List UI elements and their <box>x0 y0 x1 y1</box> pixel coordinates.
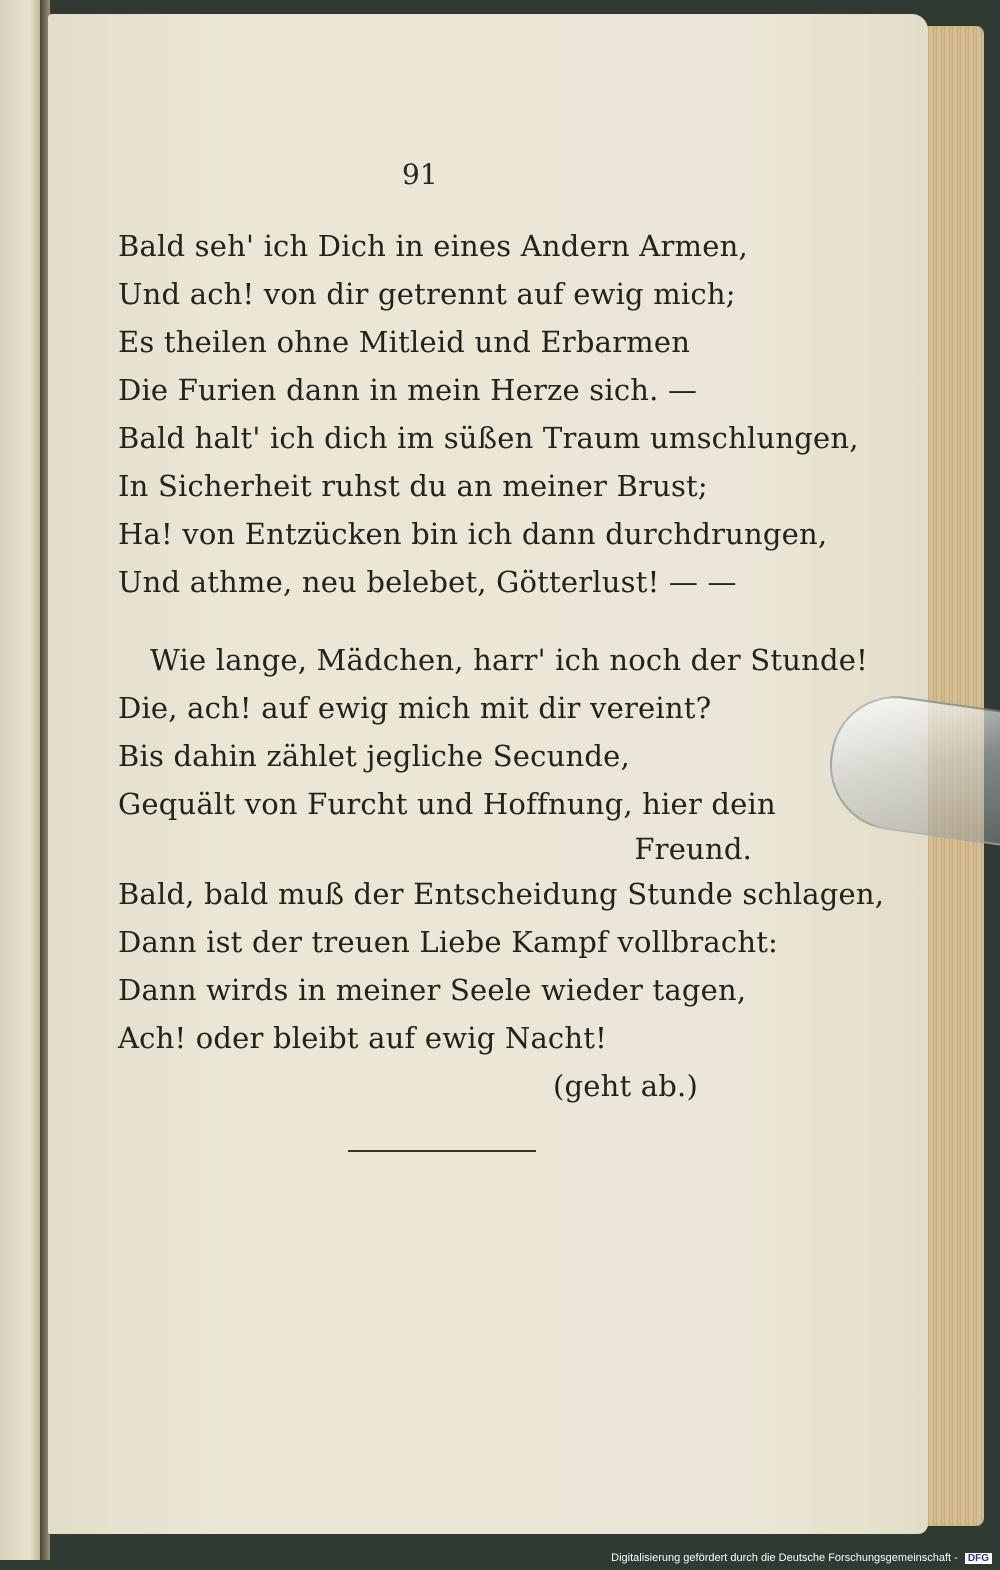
poem-line: Bald, bald muß der Entscheidung Stunde schlagen, <box>118 877 885 911</box>
section-rule <box>348 1150 536 1152</box>
credit-text: Digitalisierung gefördert durch die Deutsche Forschungsgemeinschaft - <box>611 1552 958 1564</box>
stanza-break <box>118 606 768 636</box>
poem-line: Und athme, neu belebet, Götterlust! — — <box>118 565 737 599</box>
poem-line: Wie lange, Mädchen, harr' ich noch der Stunde! <box>150 643 868 677</box>
poem-line: Dann ist der treuen Liebe Kampf vollbracht: <box>118 925 779 959</box>
poem-line: Dann wirds in meiner Seele wieder tagen, <box>118 973 747 1007</box>
poem-line: Gequält von Furcht und Hoffnung, hier dein <box>118 787 776 821</box>
poem-line: Bald seh' ich Dich in eines Andern Armen, <box>118 229 748 263</box>
page-number: 91 <box>402 158 438 191</box>
poem-line: Ach! oder bleibt auf ewig Nacht! <box>118 1021 607 1055</box>
left-page-edge <box>0 0 42 1560</box>
poem-line: Die, ach! auf ewig mich mit dir vereint? <box>118 691 712 725</box>
poem-line: Bis dahin zählet jegliche Secunde, <box>118 739 630 773</box>
stage-direction: (geht ab.) <box>553 1069 698 1103</box>
poem-line: Ha! von Entzücken bin ich dann durchdrungen, <box>118 517 828 551</box>
poem-line: Und ach! von dir getrennt auf ewig mich; <box>118 277 736 311</box>
dfg-logo: DFG <box>965 1553 992 1564</box>
poem-line: Die Furien dann in mein Herze sich. — <box>118 373 698 407</box>
poem-line: Es theilen ohne Mitleid und Erbarmen <box>118 325 691 359</box>
poem-line-runover: Freund. <box>634 832 752 866</box>
poem-line: In Sicherheit ruhst du an meiner Brust; <box>118 469 708 503</box>
poem-text <box>118 222 885 1110</box>
digitization-credit <box>611 1552 992 1564</box>
poem-line: Bald halt' ich dich im süßen Traum umschlungen, <box>118 421 859 455</box>
